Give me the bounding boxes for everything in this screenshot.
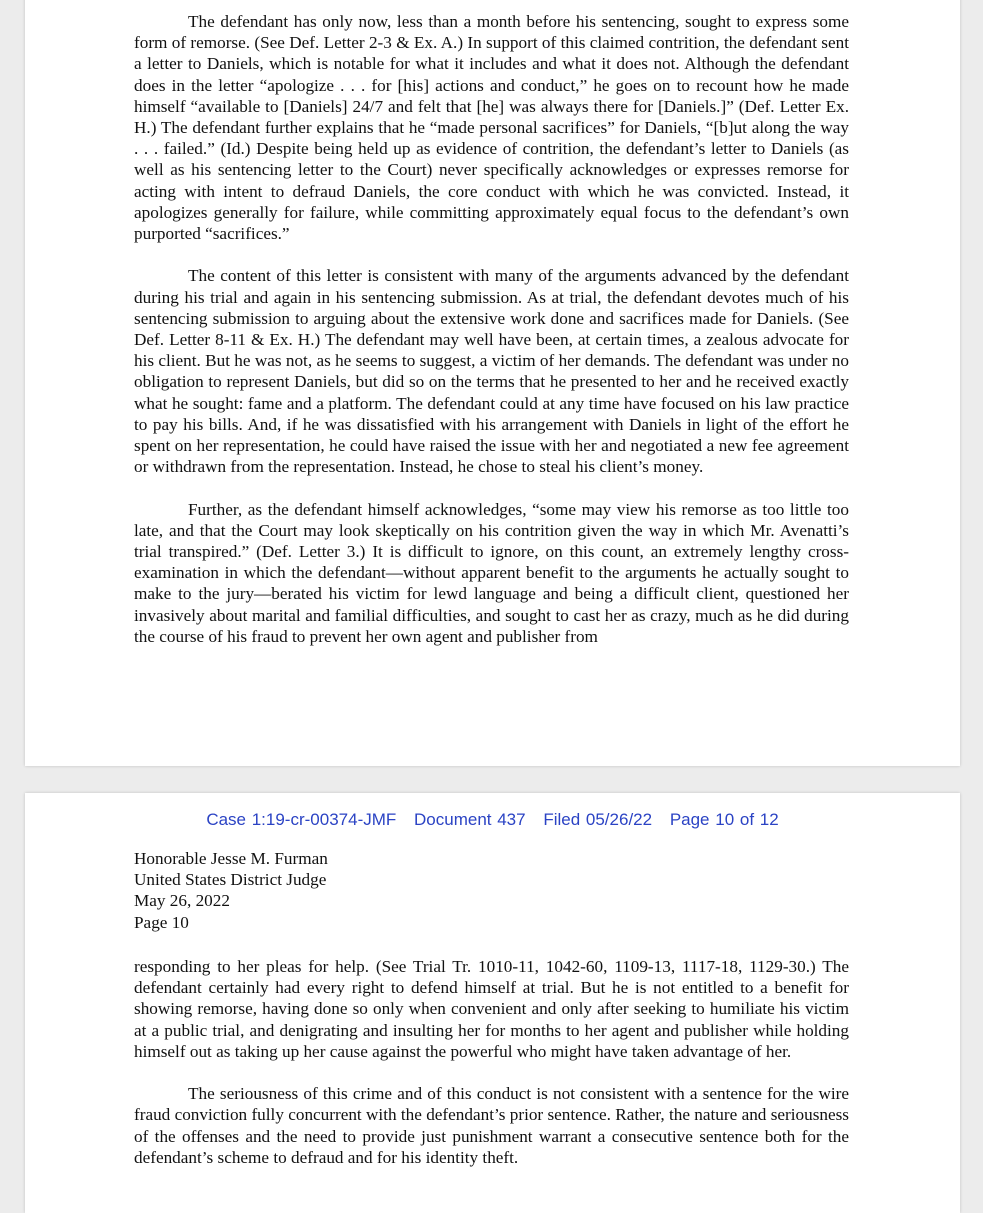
filed-date: Filed 05/26/22 [543,810,653,829]
judge-title: United States District Judge [134,870,327,890]
page-count: Page 10 of 12 [669,810,779,829]
document-page-top [25,0,960,766]
document-number: Document 437 [414,810,526,829]
document-page-bottom [25,793,960,1213]
body-text [134,11,849,668]
letter-date: May 26, 2022 [134,891,230,911]
paragraph-remorse: The defendant has only now, less than a month before his sentencing, sought to express some form of remorse. (See Def. Letter 2-3 & Ex. A.) In support of this claimed contrition, the defendant sent a letter to Daniels, which is notable for what it includes and what it does not. Although the defendant does in the letter “apologize . . . for [his] actions and conduct,” he goes on to recount how he made himself “available to [Daniels] 24/7 and felt that [he] was always there for [Daniels.]” (Def. Letter Ex. H.) The defendant further explains that he “made personal sacrifices” for Daniels, “[b]ut along the way . . . failed.” (Id.) Despite being held up as evidence of contrition, the defendant’s letter to Daniels (as well as his sentencing letter to the Court) never specifically acknowledges or expresses remorse for acting with intent to defraud Daniels, the core conduct with which he was convicted. Instead, it apologizes generally for failure, while committing approximately equal focus to the defendant’s own purported “sacrifices.” [134,12,849,244]
paragraph-letter-content: The content of this letter is consistent with many of the arguments advanced by the defendant during his trial and again in his sentencing submission. As at trial, the defendant devotes much of his sentencing submission to arguing about the extensive work done and sacrifices made for Daniels. (See Def. Letter 8-11 & Ex. H.) The defendant may well have been, at certain times, a zealous advocate for his client. But he was not, as he seems to suggest, a victim of her demands. The defendant was under no obligation to represent Daniels, but did so on the terms that he presented to her and he received exactly what he sought: fame and a platform. The defendant could at any time have focused on his law practice to pay his bills. And, if he was dissatisfied with his arrangement with Daniels in light of the effort he spent on her representation, he could have raised the issue with her and negotiated a new fee agreement or withdrawn from the representation. Instead, he chose to steal his client’s money. [134,266,849,477]
body-text [134,956,849,1189]
page-label: Page 10 [134,912,189,932]
paragraph-cross-examination: Further, as the defendant himself acknowledges, “some may view his remorse as too little too late, and that the Court may look skeptically on his contrition given the way in which Mr. Avenatti’s trial transpired.” (Def. Letter 3.) It is difficult to ignore, on this count, an extremely lengthy cross-examination in which the defendant—without apparent benefit to the arguments he actually sought to make to the jury—berated his victim for lewd language and being a difficult client, questioned her invasively about marital and familial difficulties, and sought to cast her as crazy, much as he did during the course of his fraud to prevent her own agent and publisher from [134,499,849,646]
case-number: Case 1:19-cr-00374-JMF [206,810,397,829]
case-header [25,810,960,830]
paragraph-continuation: responding to her pleas for help. (See Trial Tr. 1010-11, 1042-60, 1109-13, 1117-18, 1129-30.) The defendant certainly had every right to defend himself at trial. But he is not entitled to a benefit for showing remorse, having done so only when convenient and only after seeking to humiliate his victim at a public trial, and denigrating and insulting her for months to her agent and publisher while holding himself out as taking up her cause against the powerful who might have taken advantage of her. [134,957,849,1061]
addressee-block [134,848,328,933]
judge-name: Honorable Jesse M. Furman [134,849,328,868]
paragraph-seriousness: The seriousness of this crime and of this conduct is not consistent with a sentence for the wire fraud conviction fully concurrent with the defendant’s prior sentence. Rather, the nature and seriousness of the offenses and the need to provide just punishment warrant a consecutive sentence both for the defendant’s scheme to defraud and for his identity theft. [134,1084,849,1167]
